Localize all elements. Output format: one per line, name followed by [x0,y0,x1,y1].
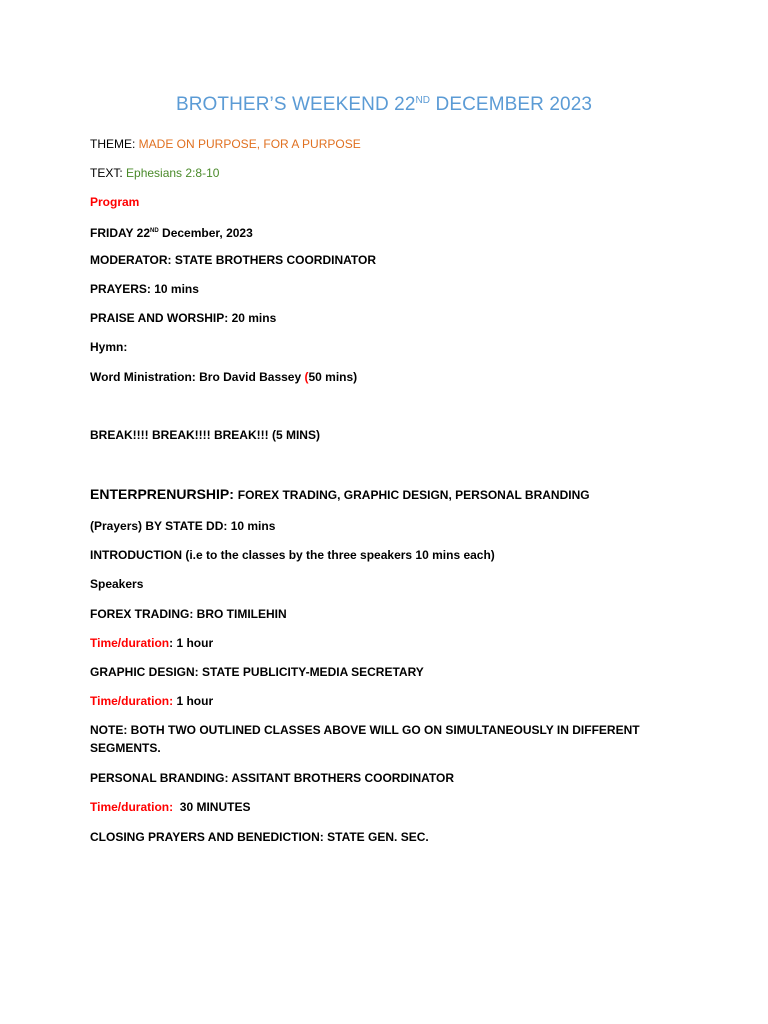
praise-line: PRAISE AND WORSHIP: 20 mins [90,311,277,325]
closing-line: CLOSING PRAYERS AND BENEDICTION: STATE GEN. SEC. [90,830,429,844]
duration-value: 30 MINUTES [173,800,251,814]
title-text-end: DECEMBER 2023 [430,94,593,115]
speakers-line: Speakers [90,577,144,591]
word-text: Word Ministration: Bro David Bassey [90,370,305,384]
introduction-line: INTRODUCTION (i.e to the classes by the three speakers 10 mins each) [90,548,495,562]
word-paren: ( [304,370,309,384]
friday-line [90,224,253,240]
text-value: Ephesians 2:8-10 [126,166,220,180]
duration-label: Time/duration: [90,694,174,708]
hymn-line: Hymn: [90,340,128,354]
theme-label: THEME: [90,137,139,151]
word-duration: 50 mins) [308,370,358,384]
duration-label: Time/duration: [90,800,174,814]
theme-line [90,137,361,151]
break-line: BREAK!!!! BREAK!!!! BREAK!!! (5 MINS) [90,428,320,442]
friday-superscript: ND [150,228,159,234]
title-text: BROTHER’S WEEKEND 22 [175,94,416,115]
friday-text: FRIDAY 22 [90,226,151,240]
enterprenurship-line [90,487,590,502]
prayers-line: PRAYERS: 10 mins [90,282,199,296]
theme-value: MADE ON PURPOSE, FOR A PURPOSE [138,137,361,151]
text-line [90,166,219,180]
duration-line-1 [90,636,213,650]
forex-line: FOREX TRADING: BRO TIMILEHIN [90,607,287,621]
enterprenurship-value: FOREX TRADING, GRAPHIC DESIGN, PERSONAL BRANDING [237,488,590,502]
duration-value: : 1 hour [169,636,214,650]
enterprenurship-label: ENTERPRENURSHIP: [90,486,238,502]
program-heading: Program [90,195,140,209]
moderator-line: MODERATOR: STATE BROTHERS COORDINATOR [90,253,376,267]
title-superscript: ND [415,95,431,106]
graphic-line: GRAPHIC DESIGN: STATE PUBLICITY-MEDIA SECRETARY [90,665,424,679]
duration-value: 1 hour [173,694,214,708]
duration-label: Time/duration [90,636,170,650]
document-title [0,94,768,116]
duration-line-2 [90,694,213,708]
word-ministration-line [90,370,357,384]
duration-line-3 [90,800,250,814]
friday-text-end: December, 2023 [158,226,253,240]
text-label: TEXT: [90,166,127,180]
note-paragraph: NOTE: BOTH TWO OUTLINED CLASSES ABOVE WILL GO ON SIMULTANEOUSLY IN DIFFERENT SEGMENTS. [90,723,640,755]
prayers-dd-line: (Prayers) BY STATE DD: 10 mins [90,519,276,533]
personal-branding-line: PERSONAL BRANDING: ASSITANT BROTHERS COORDINATOR [90,771,455,785]
